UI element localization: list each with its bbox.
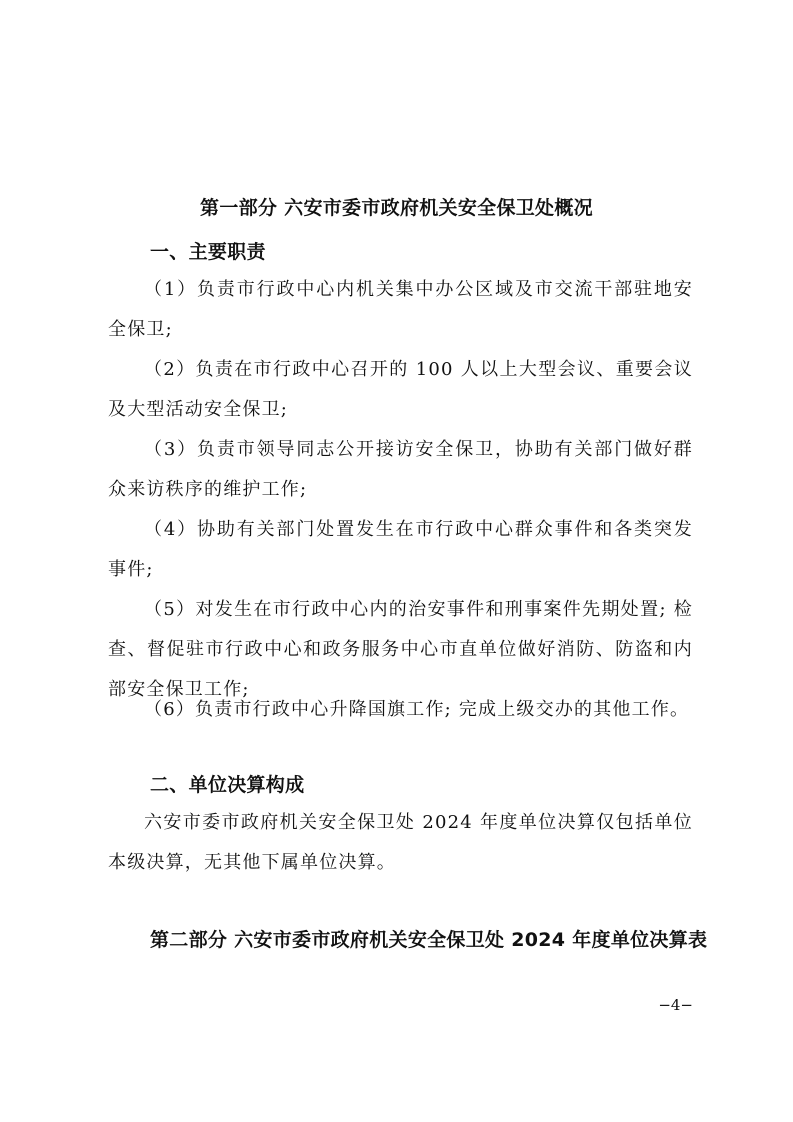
duty-paragraph-4: （4）协助有关部门处置发生在市行政中心群众事件和各类突发事件; — [108, 519, 693, 580]
duty-paragraph-3: （3）负责市领导同志公开接访安全保卫，协助有关部门做好群众来访秩序的维护工作; — [108, 439, 693, 500]
composition-paragraph: 六安市委市政府机关安全保卫处 2024 年度单位决算仅包括单位本级决算，无其他下属单位决算。 — [108, 812, 693, 873]
part1-title: 第一部分 六安市委市政府机关安全保卫处概况 — [200, 197, 593, 219]
part2-title: 第二部分 六安市委市政府机关安全保卫处 2024 年度单位决算表 — [150, 929, 708, 951]
page-number: −4− — [658, 996, 693, 1014]
section1-heading: 一、主要职责 — [150, 241, 266, 263]
duty-paragraph-6: （6）负责市行政中心升降国旗工作; 完成上级交办的其他工作。 — [144, 699, 690, 720]
duty-paragraph-5: （5）对发生在市行政中心内的治安事件和刑事案件先期处置; 检查、督促驻市行政中心和政务服务中心市直单位做好消防、防盗和内部安全保卫工作; — [108, 599, 693, 700]
section2-heading: 二、单位决算构成 — [150, 774, 305, 796]
duty-paragraph-2: （2）负责在市行政中心召开的 100 人以上大型会议、重要会议及大型活动安全保卫; — [108, 359, 693, 420]
duty-paragraph-1: （1）负责市行政中心内机关集中办公区域及市交流干部驻地安全保卫; — [108, 279, 693, 340]
